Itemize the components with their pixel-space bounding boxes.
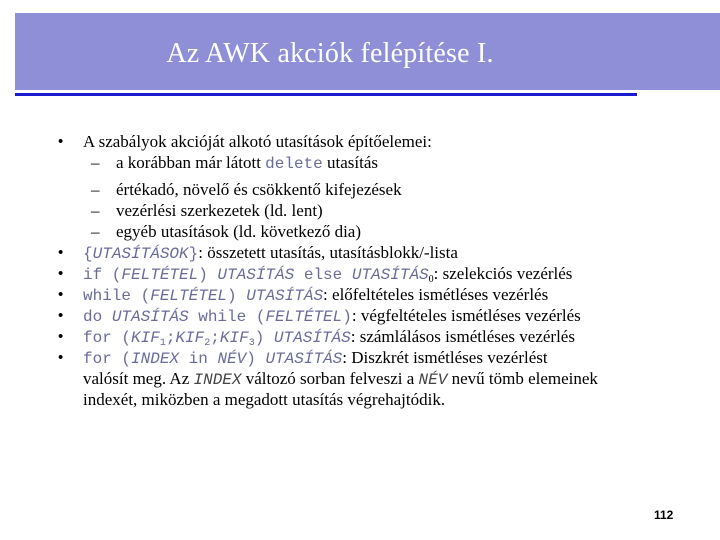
page-number: 112 [654, 508, 674, 522]
sub-item-expressions: – értékadó, növelő és csökkentő kifejezések [91, 180, 402, 199]
title-underline [15, 93, 637, 96]
bullet-if: • if (FELTÉTEL) UTASÍTÁS else $UTASÍTÁS_0$: szelekciós vezérlés [52, 263, 702, 284]
bullet-do-while: • do UTASÍTÁS while (FELTÉTEL): végfeltételes ismétléses vezérlés [52, 305, 702, 326]
bullet-for-in: • for (INDEX in NÉV) UTASÍTÁS: Diszkrét ismétléses vezérlést [52, 347, 702, 368]
sub-item-delete: – a korábban már látott delete utasítás [91, 153, 379, 173]
bullet-block: • {UTASÍTÁSOK}: összetett utasítás, utasításblokk/-lista [52, 242, 702, 263]
bullet-intro-text: A szabályok akcióját alkotó utasítások építőelemei: [83, 132, 432, 151]
slide-content [52, 131, 702, 410]
sub-item-other: – egyéb utasítások (ld. következő dia) [91, 222, 362, 241]
code-delete: delete [265, 155, 323, 173]
slide-title: Az AWK akciók felépítése I. [166, 38, 494, 69]
bullet-while: • while (FELTÉTEL) UTASÍTÁS: előfeltételes ismétléses vezérlés [52, 284, 702, 305]
bullet-intro [52, 131, 702, 152]
sub-item-control: – vezérlési szerkezetek (ld. lent) [91, 201, 323, 220]
bullet-for: • for $(KIF_1;KIF_2;KIF_3)$ UTASÍTÁS: számlálásos ismétléses vezérlés [52, 326, 702, 347]
bullet-for-in-line3: indexét, miközben a megadott utasítás végrehajtódik. [83, 390, 446, 409]
bullet-for-in-line2: valósít meg. Az INDEX változó sorban felveszi a NÉV nevű tömb elemeinek [83, 369, 598, 389]
